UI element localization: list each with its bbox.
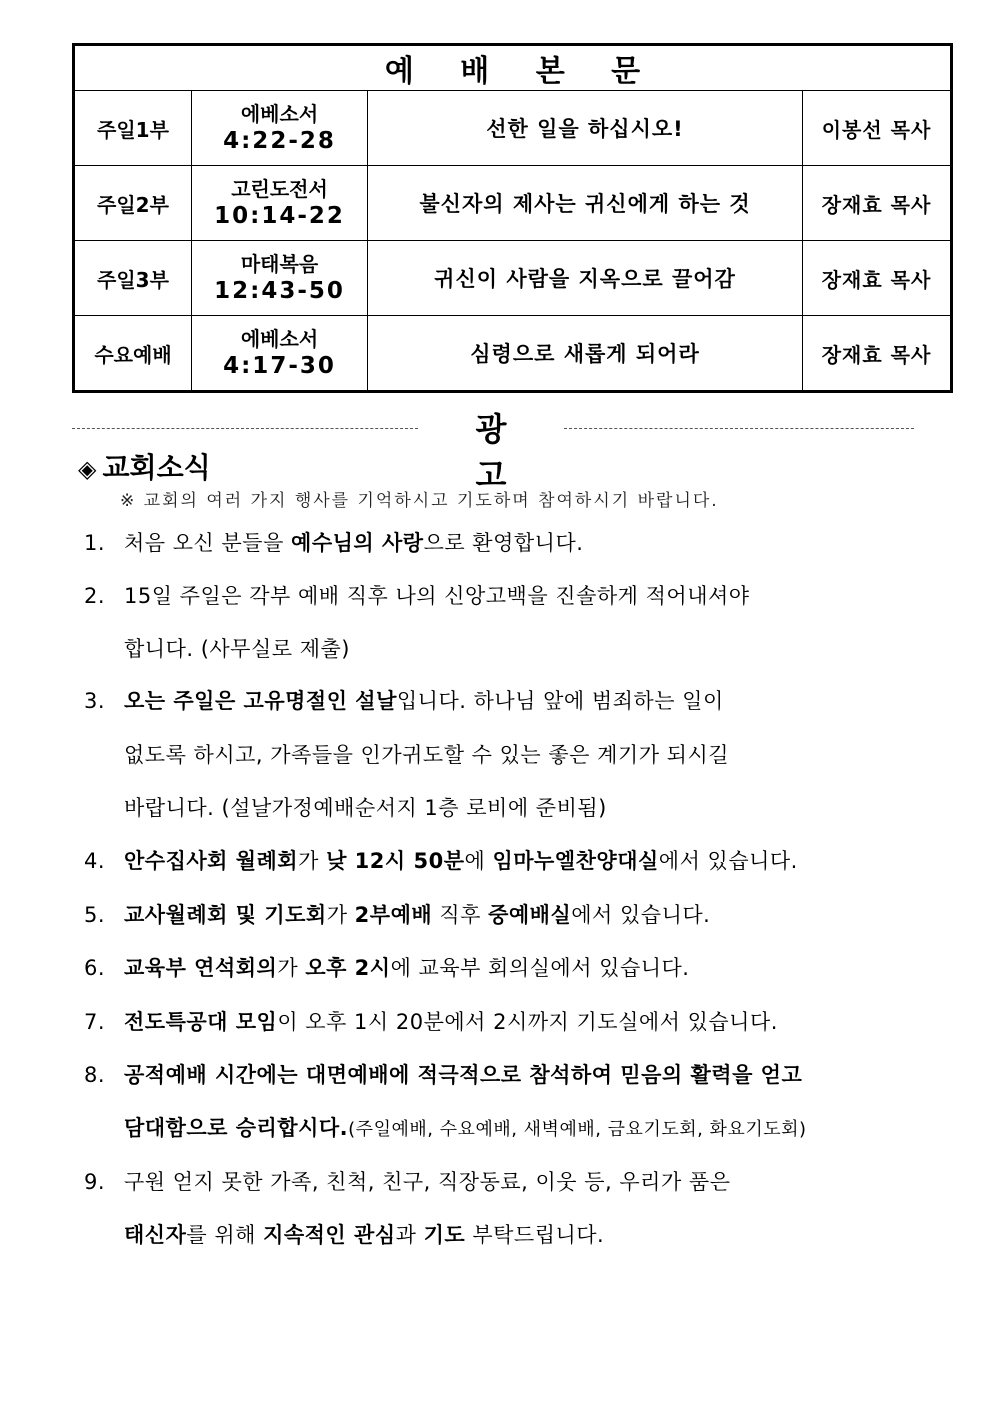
worship-row: [74, 241, 952, 316]
scripture-verse: 12:43-50: [214, 278, 345, 304]
scripture-cell: [192, 316, 368, 392]
divider-dash-left: [72, 428, 418, 429]
news-item-text: 처음 오신 분들을: [124, 531, 292, 555]
news-item-emphasis: 임마누엘찬양대실: [492, 849, 659, 873]
news-item-text: 에: [464, 849, 493, 873]
news-item-emphasis: 기도: [423, 1223, 466, 1247]
preacher-cell: [803, 241, 952, 316]
sermon-cell: [368, 166, 803, 241]
worship-row: [74, 166, 952, 241]
news-item-number: 3.: [84, 689, 106, 713]
news-item-text: 으로 환영합니다.: [423, 531, 584, 555]
news-item-text: 가: [298, 849, 327, 873]
service-cell: [74, 316, 192, 392]
news-item-text: (주일예배, 수요예배, 새벽예배, 금요기도회, 화요기도회): [348, 1119, 807, 1140]
scripture-cell: [192, 166, 368, 241]
news-item-emphasis: 공적예배 시간에는 대면예배에 적극적으로 참석하여 믿음의 활력을 얻고: [124, 1063, 803, 1087]
news-item-emphasis: 중예배실: [488, 903, 572, 927]
sermon-cell: [368, 316, 803, 392]
news-item-continuation: [124, 793, 607, 823]
news-item-number: 4.: [84, 849, 106, 873]
preacher-name: 이봉선 목사: [821, 117, 932, 142]
news-item-emphasis: 교육부 연석회의: [124, 956, 278, 980]
news-item: [84, 581, 750, 611]
preacher-name: 장재효 목사: [821, 267, 932, 292]
news-item-number: 2.: [84, 584, 106, 608]
news-item-text: 없도록 하시고, 가족들을 인가귀도할 수 있는 좋은 계기가 되시길: [124, 743, 730, 767]
preacher-name: 장재효 목사: [821, 342, 932, 367]
news-item-number: 1.: [84, 531, 106, 555]
worship-row: [74, 316, 952, 392]
news-item-number: 5.: [84, 903, 106, 927]
news-item: [84, 1007, 778, 1037]
news-item-text: 부탁드립니다.: [465, 1223, 605, 1247]
news-item-continuation: [124, 1113, 807, 1145]
news-item-text: 에서 있습니다.: [571, 903, 711, 927]
service-name: 주일1부: [97, 117, 169, 142]
news-item-text: 를 위해: [186, 1223, 264, 1247]
news-item-text: 15일 주일은 각부 예배 직후 나의 신앙고백을 진솔하게 적어내셔야: [124, 584, 750, 608]
scripture-cell: [192, 241, 368, 316]
service-name: 수요예배: [94, 342, 172, 367]
service-name: 주일3부: [97, 267, 169, 292]
preacher-name: 장재효 목사: [821, 192, 932, 217]
news-item-emphasis: 예수님의 사랑: [291, 531, 424, 555]
news-item-text: 에서 있습니다.: [658, 849, 798, 873]
news-note: ※ 교회의 여러 가지 행사를 기억하시고 기도하며 참여하시기 바랍니다.: [120, 491, 719, 511]
sermon-title: 불신자의 제사는 귀신에게 하는 것: [419, 192, 751, 216]
service-cell: [74, 91, 192, 166]
news-item-emphasis: 낮 12시 50분: [326, 849, 465, 873]
news-item-text: 입니다. 하나님 앞에 범죄하는 일이: [396, 689, 724, 713]
news-item-text: 과: [395, 1223, 424, 1247]
news-item: [84, 900, 710, 930]
sermon-title: 심령으로 새롭게 되어라: [470, 342, 700, 366]
news-item-emphasis: 안수집사회 월례회: [124, 849, 299, 873]
news-item: [84, 528, 583, 558]
service-name: 주일2부: [97, 192, 169, 217]
news-item-emphasis: 오는 주일은 고유명절인 설날: [124, 689, 397, 713]
service-cell: [74, 166, 192, 241]
news-item-text: 구원 얻지 못한 가족, 친척, 친구, 직장동료, 이웃 등, 우리가 품은: [124, 1170, 731, 1194]
news-item: [84, 846, 798, 876]
news-item-emphasis: 전도특공대 모임: [124, 1010, 278, 1034]
news-item: [84, 1167, 731, 1197]
news-item-emphasis: 2부예배: [354, 903, 433, 927]
news-item-emphasis: 오후 2시: [305, 956, 391, 980]
scripture-verse: 4:22-28: [223, 128, 336, 154]
news-item-emphasis: 지속적인 관심: [263, 1223, 396, 1247]
preacher-cell: [803, 166, 952, 241]
news-item-emphasis: 교사월례회 및 기도회: [124, 903, 327, 927]
sermon-title: 선한 일을 하십시오!: [486, 117, 684, 141]
news-heading-text: 교회소식: [102, 451, 211, 484]
scripture-book: 고린도전서: [231, 177, 328, 201]
news-item-text: 에 교육부 회의실에서 있습니다.: [390, 956, 690, 980]
news-item-number: 6.: [84, 956, 106, 980]
news-item-text: 바랍니다. (설날가정예배순서지 1층 로비에 준비됨): [124, 796, 607, 820]
diamond-icon: ◈: [78, 454, 97, 483]
scripture-book: 에베소서: [240, 327, 319, 351]
news-item-text: 가: [277, 956, 306, 980]
news-item: [84, 953, 689, 983]
news-item-number: 9.: [84, 1170, 106, 1194]
news-item-emphasis: 담대함으로 승리합시다.: [124, 1116, 349, 1140]
news-item-text: 가: [326, 903, 355, 927]
scripture-book: 마태복음: [240, 252, 319, 276]
worship-row: [74, 91, 952, 166]
news-heading: [78, 446, 211, 486]
scripture-book: 에베소서: [240, 102, 319, 126]
news-item-number: 7.: [84, 1010, 106, 1034]
news-item-text: 직후: [432, 903, 489, 927]
worship-table: [72, 43, 953, 393]
news-item: [84, 1060, 802, 1090]
service-cell: [74, 241, 192, 316]
scripture-verse: 4:17-30: [223, 353, 336, 379]
divider-dash-right: [564, 428, 914, 429]
news-item: [84, 686, 724, 716]
scripture-verse: 10:14-22: [214, 203, 345, 229]
sermon-cell: [368, 91, 803, 166]
news-item-text: 이 오후 1시 20분에서 2시까지 기도실에서 있습니다.: [277, 1010, 778, 1034]
news-item-number: 8.: [84, 1063, 106, 1087]
news-item-continuation: [124, 740, 729, 770]
news-item-text: 합니다. (사무실로 제출): [124, 637, 350, 661]
sermon-title: 귀신이 사람을 지옥으로 끌어감: [434, 267, 736, 291]
news-item-continuation: [124, 1220, 604, 1250]
scripture-cell: [192, 91, 368, 166]
sermon-cell: [368, 241, 803, 316]
preacher-cell: [803, 91, 952, 166]
worship-table-title: 예 배 본 문: [74, 45, 952, 91]
preacher-cell: [803, 316, 952, 392]
ad-title: 광 고: [475, 410, 547, 494]
news-item-emphasis: 태신자: [124, 1223, 187, 1247]
news-item-continuation: [124, 634, 350, 664]
